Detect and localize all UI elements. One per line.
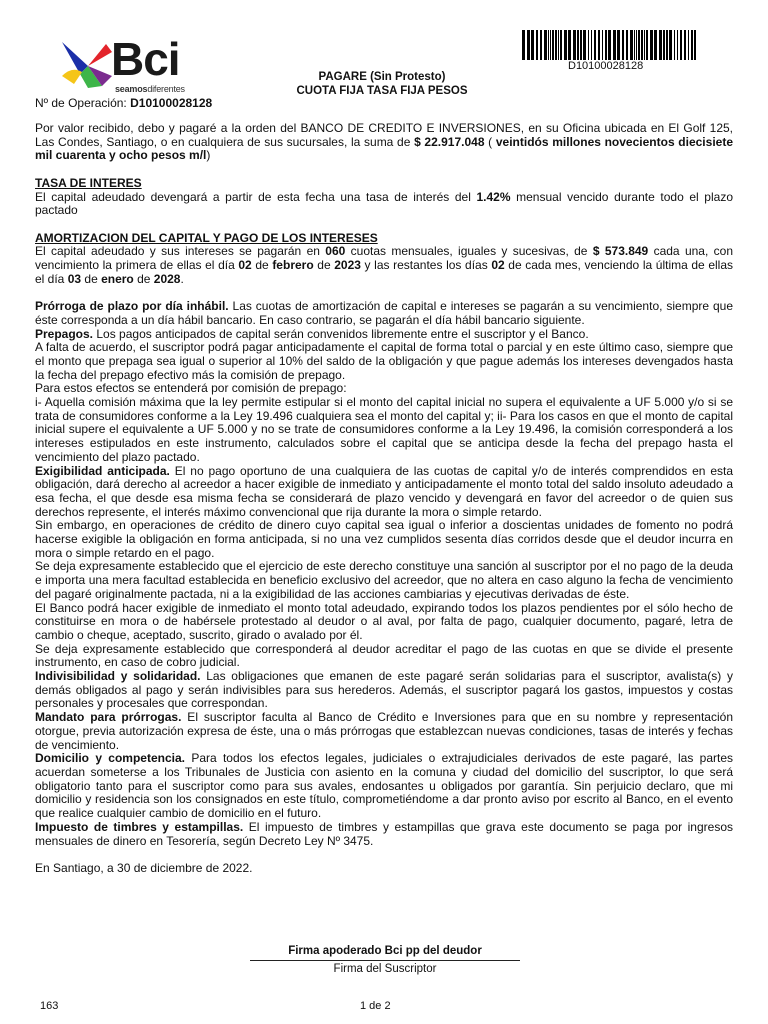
clause-prepagos: Prepagos. Los pagos anticipados de capital serán convenidos libremente entre el suscriptor y el Banco. (35, 326, 589, 341)
signature-label-apoderado: Firma apoderado Bci pp del deudor (288, 945, 482, 957)
tasa-paragraph: El capital adeudado devengará a partir de esta fecha una tasa de interés del 1.42% mensual vencido durante todo el plazo pactado (35, 189, 733, 218)
paragraph-cobro-judicial: Se deja expresamente establecido que corresponderá al deudor acreditar el pago de las cuotas en que se divide el presente instrumento, en caso de cobro judicial. (35, 641, 733, 670)
heading-tasa: TASA DE INTERES (35, 175, 142, 190)
paragraph-sancion: Se deja expresamente establecido que el ejercicio de este derecho constituye una sanción al suscriptor por el no pago de la deuda e importa una mera facultad establecida en beneficio exclusivo del acreedor, que no altera en caso alguno la fecha de vencimiento del pagaré originalmente pactada, ni a la exigibilidad de las acciones cambiarias y ejecutivas derivadas de éste. (35, 559, 733, 601)
clause-domicilio: Domicilio y competencia. Para todos los efectos legales, judiciales o extrajudiciales derivados de este pagaré, las partes acuerdan someterse a los Tribunales de Justicia con asiento en la comuna y ciudad del domicilio del suscriptor, lo que será obligatorio tanto para el suscriptor como para sus avales, endosantes u obligados por garantía. Sin perjuicio declaro, que mi domicilio y residencia son los consignados en este título, comprometiéndome a dar pronto aviso por escrito al Banco, en el evento que realice cualquier cambio de domicilio en el futuro. (35, 751, 733, 821)
heading-amortizacion: AMORTIZACION DEL CAPITAL Y PAGO DE LOS INTERESES (35, 230, 378, 245)
barcode-number: D10100028128 (568, 60, 644, 72)
clause-mandato: Mandato para prórrogas. El suscriptor faculta al Banco de Crédito e Inversiones para que en su nombre y representación otorgue, previa autorización expresa de éste, una o más prórrogas que establezcan nuevas condiciones, tasas de interés y fechas de vencimiento. (35, 710, 733, 752)
document-title (262, 70, 502, 98)
paragraph-banco-exigible: El Banco podrá hacer exigible de inmediato el monto total adeudado, expirando todos los plazos pendientes por el sólo hecho de constituirse en mora o de habérsele protestado al deudor o al aval, por falta de pago, cualquier documento, pagaré, letra de cambio o cheque, aceptado, suscrito, girado o avalado por él. (35, 600, 733, 642)
place-and-date: En Santiago, a 30 de diciembre de 2022. (35, 860, 253, 875)
signature-line (250, 960, 520, 961)
clause-impuesto: Impuesto de timbres y estampillas. El impuesto de timbres y estampillas que grava este documento se paga por ingresos mensuales de dinero en Tesorería, según Decreto Ley Nº 3475. (35, 819, 733, 848)
bci-logo (58, 34, 198, 98)
clause-indivisibilidad: Indivisibilidad y solidaridad. Las obligaciones que emanen de este pagaré serán solidarias para el suscriptor, avalista(s) y demás obligados al pago y serán indivisibles para sus herederos. Además, el suscriptor pagará los gastos, impuestos y costas personales y procesales que correspondan. (35, 669, 733, 711)
operation-number: Nº de Operación: D10100028128 (35, 96, 213, 110)
paragraph-falta-acuerdo: A falta de acuerdo, el suscriptor podrá pagar anticipadamente el capital de forma total o parcial y en este último caso, siempre que el monto que prepaga sea igual o superior al 10% del saldo de la obligación y que pague además los intereses devengados hasta la fecha del prepago efectivo más la comisión de prepago. (35, 340, 733, 382)
paragraph-sin-embargo: Sin embargo, en operaciones de crédito de dinero cuyo capital sea igual o inferior a doscientas unidades de fomento no podrá hacerse exigible la obligación en forma anticipada, si no una vez cumplidos sesenta días corridos desde que el deudor incurra en mora o simple retardo en el pago. (35, 518, 733, 560)
intro-paragraph: Por valor recibido, debo y pagaré a la orden del BANCO DE CREDITO E INVERSIONES, en su Oficina ubicada en El Golf 125, Las Condes, Santiago, o en cualquiera de sus sucursales, la suma de $ 22.917.048 ( veintidós millones novecientos diecisiete mil cuarenta y ocho pesos m/l) (35, 121, 733, 163)
paragraph-efectos: Para estos efectos se entenderá por comisión de prepago: (35, 381, 347, 396)
paragraph-comision-items: i- Aquella comisión máxima que la ley permite estipular si el monto del capital inicial no supera el equivalente a UF 5.000 y/o si se trata de consumidores conforme a la Ley 19.496 cualquiera sea el monto del capital y; ii- Para los casos en que el monto de capital inicial supere el equivalente a UF 5.000 y no se trate de consumidores conforme a la Ley 19.496, la comisión corresponderá a los intereses estipulados en este instrumento, calculados sobre el capital que se anticipa desde la fecha del prepago hasta el vencimiento del plazo pactado. (35, 395, 733, 464)
clause-prorroga: Prórroga de plazo por día inhábil. Las cuotas de amortización de capital e intereses se pagarán a su vencimiento, siempre que éste corresponda a un día hábil bancario. En caso contrario, se pagarán el día hábil bancario siguiente. (35, 299, 733, 327)
clause-exigibilidad: Exigibilidad anticipada. El no pago oportuno de una cualquiera de las cuotas de capital y/o de interés comprendidos en esta obligación, dará derecho al acreedor a hacer exigible de inmediato y anticipadamente el monto total del saldo insoluto adeudado a esa fecha, el que desde esa misma fecha se considerará de plazo vencido y devengará en favor del acreedor o de quien sus derechos represente, el interés máximo convencional que rija durante la mora o simple retardo. (35, 463, 733, 519)
logo-wordmark: Bci (111, 33, 180, 85)
signature-label-suscriptor: Firma del Suscriptor (333, 963, 437, 975)
logo-tagline: seamosdiferentes (115, 84, 185, 94)
barcode (520, 30, 698, 60)
title-line-2: CUOTA FIJA TASA FIJA PESOS (296, 85, 468, 97)
bci-logo-mark-icon (58, 36, 114, 92)
amortizacion-paragraph: El capital adeudado y sus intereses se pagarán en 060 cuotas mensuales, iguales y sucesivas, de $ 573.849 cada una, con vencimiento la primera de ellas el día 02 de febrero de 2023 y las restantes los días 02 de cada mes, venciendo la última de ellas el día 03 de enero de 2028. (35, 244, 734, 286)
page-number: 1 de 2 (360, 1000, 391, 1012)
document-body (35, 122, 733, 876)
footer-code: 163 (40, 1000, 59, 1012)
title-line-1: PAGARE (Sin Protesto) (318, 71, 446, 83)
